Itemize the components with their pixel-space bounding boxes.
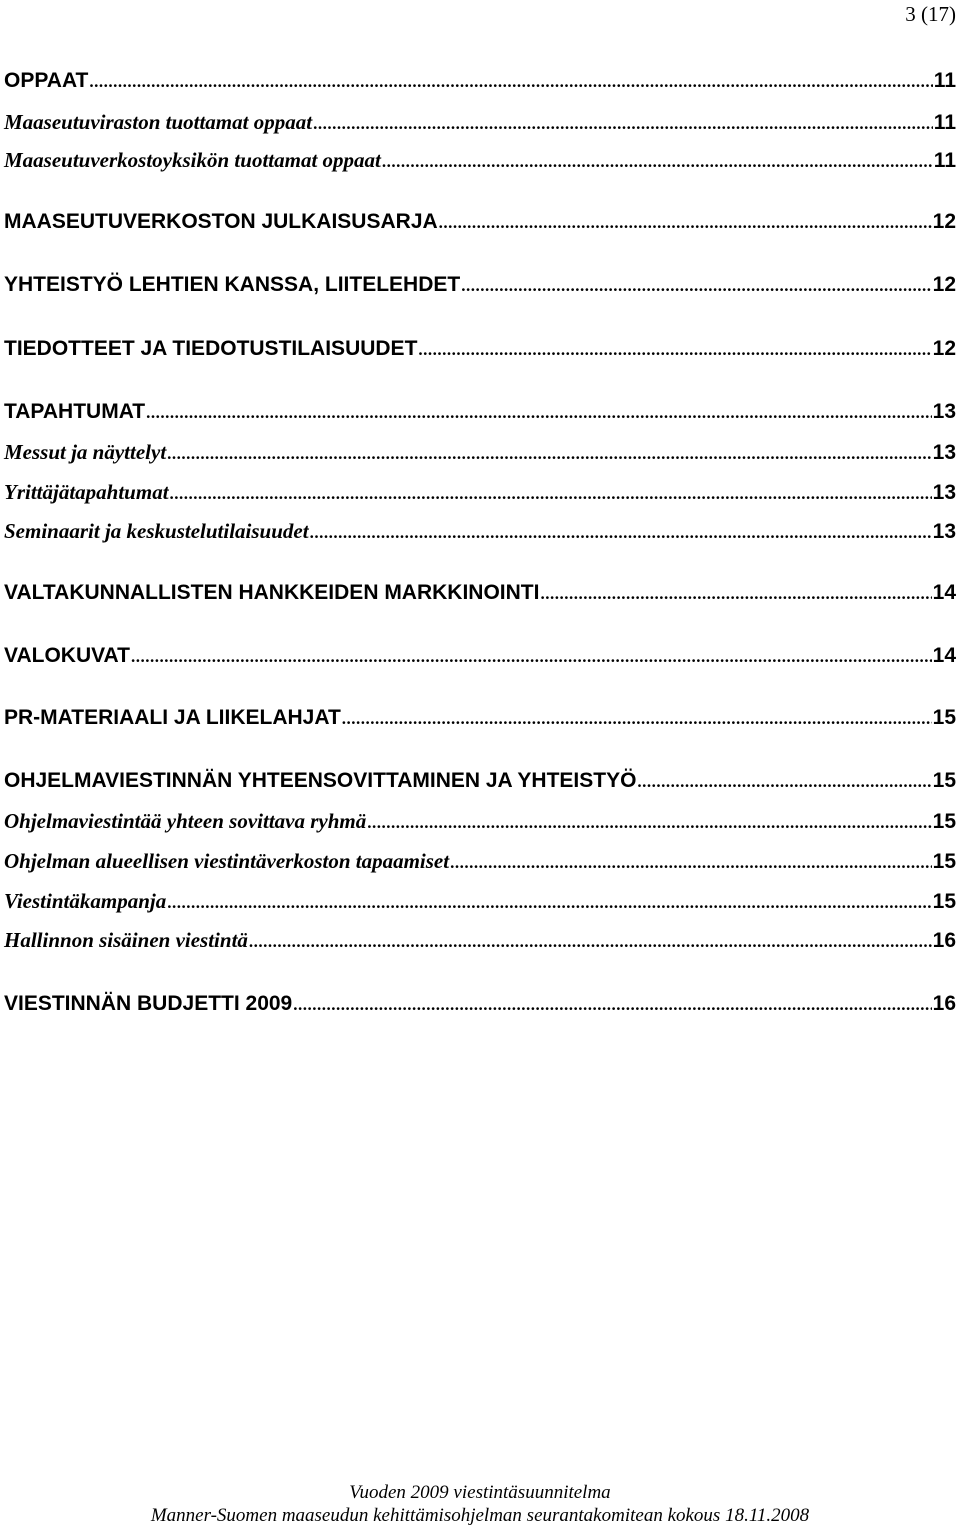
toc-entry-ohjelmaviestinta[interactable]: [4, 769, 956, 793]
toc-entry-page: 11: [933, 149, 956, 172]
toc-leader-dots: [540, 581, 931, 605]
toc-entry-tapahtumat[interactable]: [4, 400, 956, 424]
toc-leader-dots: [382, 148, 933, 173]
toc-entry-title: TIEDOTTEET JA TIEDOTUSTILAISUUDET: [4, 337, 418, 360]
toc-entry-title: VIESTINNÄN BUDJETTI 2009: [4, 992, 293, 1015]
toc-entry-title: OPPAAT: [4, 69, 89, 92]
toc-entry-title: Hallinnon sisäinen viestintä: [4, 928, 248, 952]
toc-entry-pr-materiaali[interactable]: [4, 706, 956, 730]
toc-leader-dots: [146, 400, 932, 424]
toc-entry-page: 15: [932, 850, 956, 873]
toc-entry-page: 13: [932, 441, 956, 464]
footer-meeting-info: Manner-Suomen maaseudun kehittämisohjelman seurantakomitean kokous 18.11.2008: [150, 1505, 810, 1526]
toc-leader-dots: [167, 889, 931, 914]
toc-entry-page: 14: [932, 644, 956, 667]
toc-leader-dots: [450, 849, 932, 874]
toc-leader-dots: [170, 480, 932, 505]
toc-entry-page: 16: [932, 992, 956, 1015]
toc-leader-dots: [342, 706, 932, 730]
toc-entry-valokuvat[interactable]: [4, 644, 956, 668]
toc-entry-julkaisusarja[interactable]: [4, 210, 956, 234]
toc-entry-title: MAASEUTUVERKOSTON JULKAISUSARJA: [4, 210, 438, 233]
toc-entry-page: 15: [932, 890, 956, 913]
toc-leader-dots: [89, 69, 932, 93]
toc-leader-dots: [461, 273, 931, 297]
toc-entry-page: 12: [932, 337, 956, 360]
footer-title: Vuoden 2009 viestintäsuunnitelma: [349, 1482, 611, 1503]
toc-entry-yhteen-sovittava-ryhma[interactable]: [4, 809, 956, 834]
toc-leader-dots: [249, 928, 932, 953]
toc-leader-dots: [310, 519, 932, 544]
toc-entry-maaseutuverkostoyksikon-oppaat[interactable]: [4, 148, 956, 173]
toc-entry-title: Ohjelman alueellisen viestintäverkoston tapaamiset: [4, 849, 450, 873]
toc-leader-dots: [313, 110, 933, 135]
toc-entry-viestintaverkosto[interactable]: [4, 849, 956, 874]
toc-entry-maaseutuviraston-oppaat[interactable]: [4, 110, 956, 135]
toc-entry-title: Seminaarit ja keskustelutilaisuudet: [4, 519, 309, 543]
toc-entry-messut[interactable]: [4, 440, 956, 465]
toc-entry-page: 12: [932, 210, 956, 233]
toc-leader-dots: [131, 644, 932, 668]
toc-entry-title: Yrittäjätapahtumat: [4, 480, 169, 504]
toc-entry-seminaarit[interactable]: [4, 519, 956, 544]
toc-leader-dots: [167, 440, 931, 465]
toc-entry-yrittajatapahtumat[interactable]: [4, 480, 956, 505]
toc-entry-title: PR-MATERIAALI JA LIIKELAHJAT: [4, 706, 341, 729]
toc-entry-oppaat[interactable]: [4, 69, 956, 93]
toc-entry-budjetti[interactable]: [4, 992, 956, 1016]
toc-leader-dots: [418, 337, 931, 361]
toc-entry-title: Messut ja näyttelyt: [4, 440, 167, 464]
toc-entry-title: Ohjelmaviestintää yhteen sovittava ryhmä: [4, 809, 367, 833]
toc-entry-page: 15: [932, 810, 956, 833]
toc-entry-title: Viestintäkampanja: [4, 889, 167, 913]
toc-entry-title: VALTAKUNNALLISTEN HANKKEIDEN MARKKINOINTI: [4, 581, 540, 604]
toc-entry-title: VALOKUVAT: [4, 644, 130, 667]
toc-entry-page: 15: [932, 769, 956, 792]
toc-entry-page: 16: [932, 929, 956, 952]
toc-entry-title: YHTEISTYÖ LEHTIEN KANSSA, LIITELEHDET: [4, 273, 461, 296]
toc-entry-valtakunnalliset-hankkeet[interactable]: [4, 581, 956, 605]
page-number: 3 (17): [905, 2, 956, 26]
toc-entry-page: 13: [932, 520, 956, 543]
toc-entry-hallinnon-viestinta[interactable]: [4, 928, 956, 953]
toc-leader-dots: [439, 210, 932, 234]
toc-entry-page: 11: [933, 111, 956, 134]
toc-entry-page: 12: [932, 273, 956, 296]
toc-entry-page: 13: [932, 481, 956, 504]
toc-entry-title: OHJELMAVIESTINNÄN YHTEENSOVITTAMINEN JA YHTEISTYÖ: [4, 769, 637, 792]
toc-entry-tiedotteet[interactable]: [4, 337, 956, 361]
toc-entry-title: Maaseutuverkostoyksikön tuottamat oppaat: [4, 148, 381, 172]
toc-leader-dots: [293, 992, 931, 1016]
toc-entry-page: 11: [933, 69, 956, 92]
toc-entry-title: Maaseutuviraston tuottamat oppaat: [4, 110, 313, 134]
toc-entry-page: 13: [932, 400, 956, 423]
toc-leader-dots: [367, 809, 931, 834]
toc-entry-yhteistyo-lehtien[interactable]: [4, 273, 956, 297]
toc-entry-page: 15: [932, 706, 956, 729]
toc-entry-page: 14: [932, 581, 956, 604]
toc-leader-dots: [637, 769, 931, 793]
toc-entry-viestintakampanja[interactable]: [4, 889, 956, 914]
toc-entry-title: TAPAHTUMAT: [4, 400, 146, 423]
